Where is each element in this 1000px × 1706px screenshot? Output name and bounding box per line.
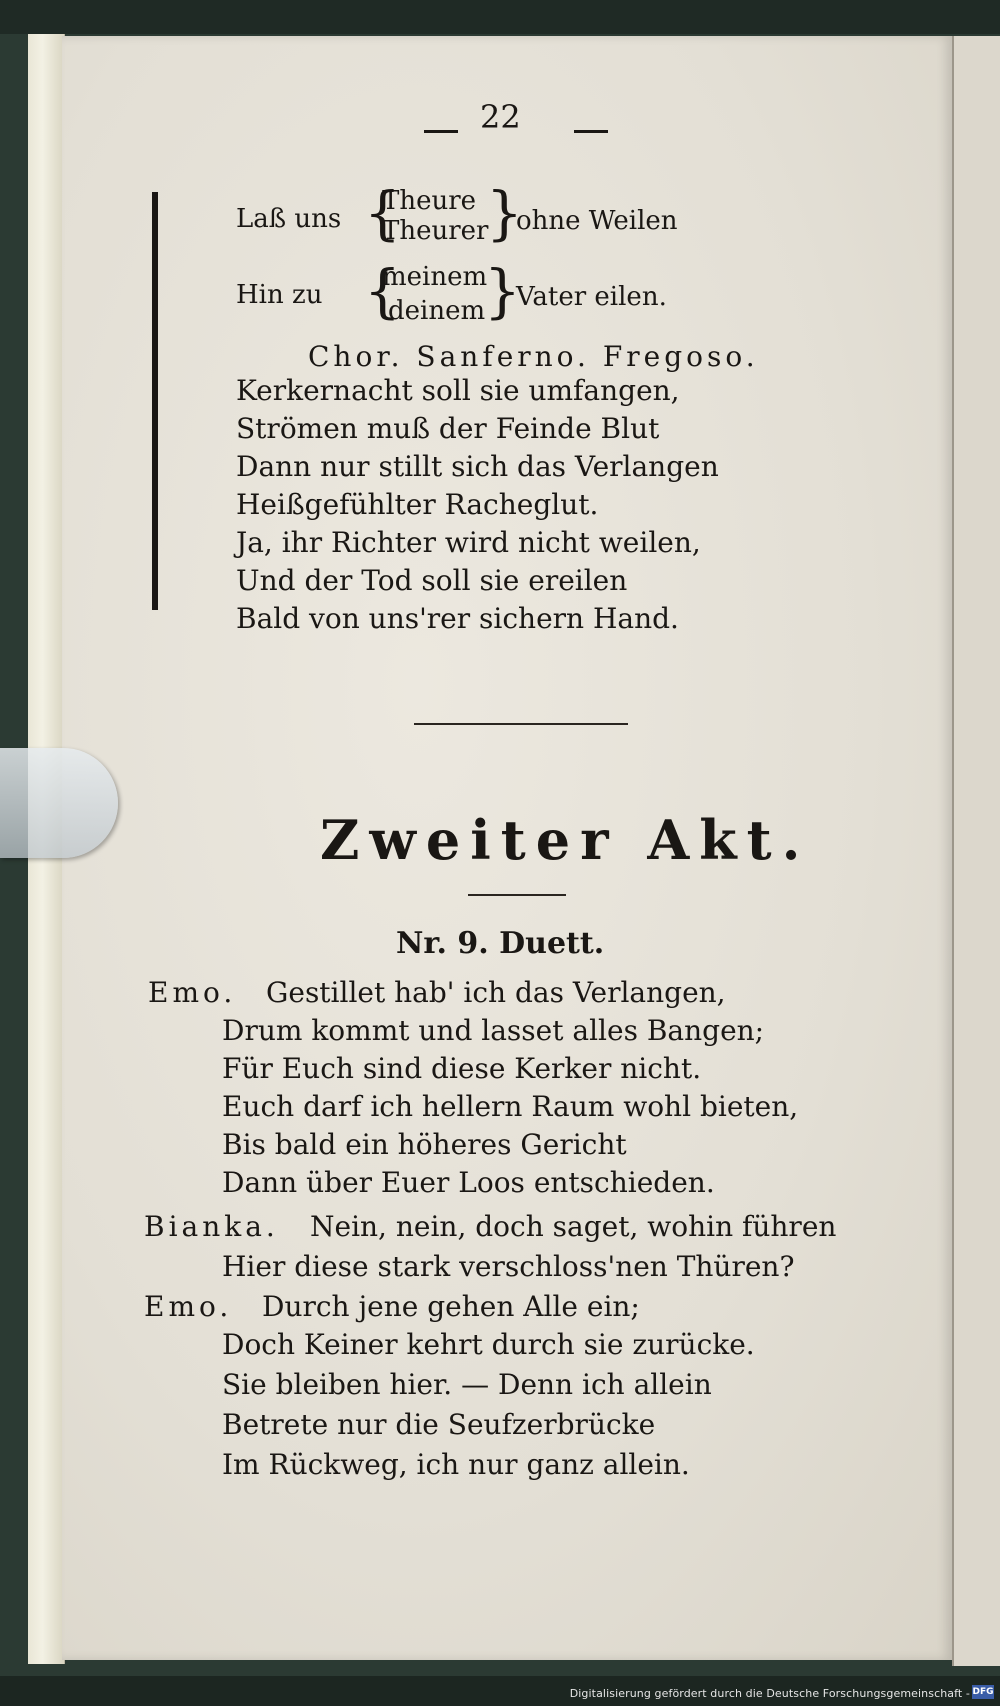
page-number-dash-left	[424, 130, 458, 133]
dialogue-line: Bis bald ein höheres Gericht	[222, 1128, 627, 1161]
dialogue-line: Gestillet hab' ich das Verlangen,	[266, 976, 726, 1009]
braced-row2-option-a: meinem	[382, 262, 488, 292]
act-title: Zweiter Akt.	[320, 808, 811, 872]
braced-row2-tail: Vater eilen.	[516, 282, 667, 312]
page-clip	[0, 748, 118, 858]
chorus-line: Dann nur stillt sich das Verlangen	[236, 450, 719, 483]
facing-page-edge	[952, 36, 1000, 1666]
dialogue-speaker: Emo.	[148, 976, 237, 1009]
chorus-line: Kerkernacht soll sie umfangen,	[236, 374, 680, 407]
number-title: Nr. 9. Duett.	[396, 926, 605, 961]
braced-row2-lead: Hin zu	[236, 280, 323, 310]
dialogue-line: Im Rückweg, ich nur ganz allein.	[222, 1448, 690, 1481]
page-number-dash-right	[574, 130, 608, 133]
brace-open-2: {	[364, 257, 401, 325]
braced-row1-option-b: Theurer	[382, 216, 489, 246]
brace-close-2: }	[484, 257, 521, 325]
dialogue-line: Betrete nur die Seufzerbrücke	[222, 1408, 656, 1441]
chorus-speakers: Chor. Sanferno. Fregoso.	[308, 340, 759, 373]
dialogue-line: Sie bleiben hier. — Denn ich allein	[222, 1368, 712, 1401]
chorus-line: Bald von uns'rer sichern Hand.	[236, 602, 679, 635]
scan-background-top	[0, 0, 1000, 34]
section-divider	[414, 723, 628, 725]
braced-row1-lead: Laß uns	[236, 204, 342, 234]
dialogue-line: Durch jene gehen Alle ein;	[262, 1290, 640, 1323]
margin-bracket	[152, 192, 158, 610]
dialogue-line: Euch darf ich hellern Raum wohl bieten,	[222, 1090, 799, 1123]
dialogue-speaker: Bianka.	[144, 1210, 279, 1243]
brace-close-1: }	[486, 179, 523, 247]
dialogue-speaker: Emo.	[144, 1290, 233, 1323]
braced-row1-tail: ohne Weilen	[516, 206, 678, 236]
dialogue-line: Nein, nein, doch saget, wohin führen	[310, 1210, 837, 1243]
dfg-logo: DFG	[972, 1687, 994, 1697]
chorus-line: Heißgefühlter Racheglut.	[236, 488, 599, 521]
braced-row2-option-b: deinem	[388, 296, 486, 326]
dialogue-line: Hier diese stark verschloss'nen Thüren?	[222, 1250, 795, 1283]
braced-row1-option-a: Theure	[382, 186, 477, 216]
title-underline	[468, 894, 566, 896]
dialogue-line: Drum kommt und lasset alles Bangen;	[222, 1014, 765, 1047]
digitization-credit: Digitalisierung gefördert durch die Deutsche Forschungsgemeinschaft -	[569, 1687, 970, 1700]
page-number: 22	[480, 98, 521, 136]
brace-open-1: {	[364, 179, 401, 247]
chorus-line: Ja, ihr Richter wird nicht weilen,	[236, 526, 701, 559]
chorus-line: Strömen muß der Feinde Blut	[236, 412, 660, 445]
chorus-line: Und der Tod soll sie ereilen	[236, 564, 628, 597]
dialogue-line: Für Euch sind diese Kerker nicht.	[222, 1052, 702, 1085]
dialogue-line: Doch Keiner kehrt durch sie zurücke.	[222, 1328, 755, 1361]
dialogue-line: Dann über Euer Loos entschieden.	[222, 1166, 715, 1199]
